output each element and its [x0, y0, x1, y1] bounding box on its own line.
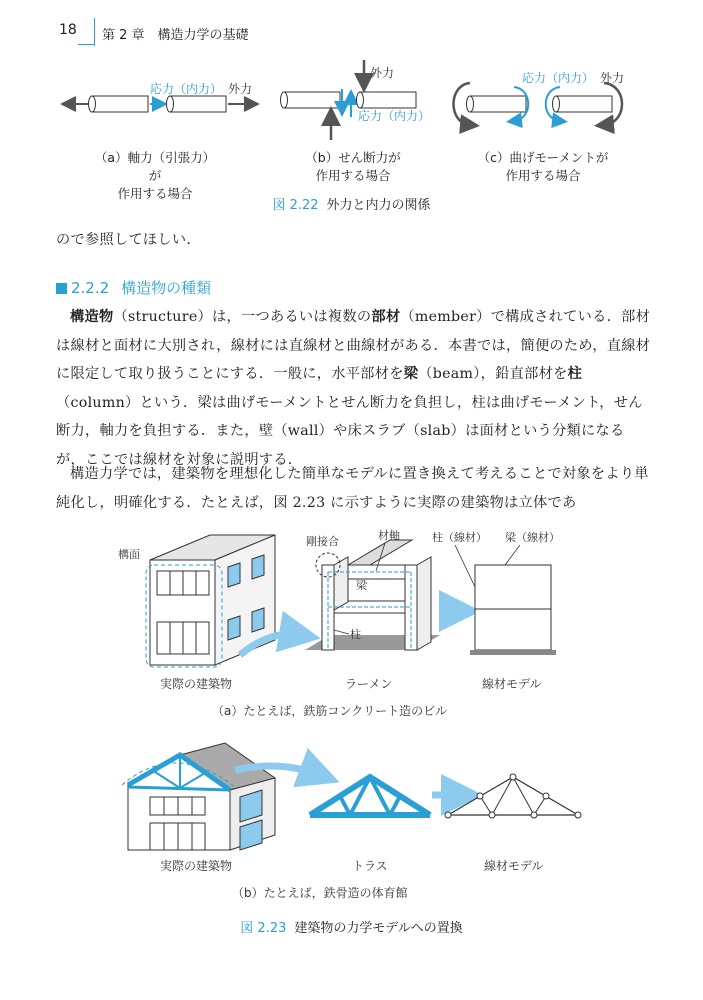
figure-2-22-title: 図 2.22 外力と内力の関係: [272, 198, 431, 213]
figure-2-22: [0, 55, 703, 155]
running-header: [48, 18, 668, 48]
fig-b-internal-label: 応力（内力）: [358, 109, 431, 123]
section-heading: 2.2.2 構造物の種類: [56, 277, 211, 298]
steel-gym: [122, 743, 275, 850]
fig-c-caption: （c）曲げモーメントが 作用する場合: [477, 150, 609, 183]
label-goseki: 剛接合: [306, 535, 339, 548]
truss: [310, 777, 430, 815]
figure-2-23-a: [0, 525, 703, 720]
fig-c-external-label: 外力: [600, 71, 625, 85]
fig-b-caption: （b）せん断力が 作用する場合: [305, 150, 401, 183]
header-rule-horizontal: [78, 44, 95, 45]
fig-a-caption-223: （a）たとえば，鉄筋コンクリート造のビル: [212, 704, 448, 718]
fig-a-axial-force: [68, 81, 252, 112]
fig-b-label-building: 実際の建築物: [160, 859, 233, 873]
fig-b-label-truss: トラス: [352, 859, 388, 873]
label-hari-senzai: 梁（線材）: [505, 531, 560, 544]
label-kobu: 構面: [118, 548, 140, 561]
fig-c-internal-label: 応力（内力）: [522, 71, 595, 85]
fig-a-internal-label: 応力（内力）: [150, 82, 223, 96]
page-number: 18: [59, 22, 77, 38]
fig-a-label-building: 実際の建築物: [160, 677, 233, 691]
figure-2-23-title: 図 2.23 建築物の力学モデルへの置換: [240, 921, 463, 936]
fig-a-caption: （a）軸力（引張力）が 作用する場合: [94, 150, 216, 201]
rahmen-frame: [305, 540, 440, 650]
fig-b-caption-223: （b）たとえば，鉄骨造の体育館: [232, 886, 408, 900]
fig-a-label-rahmen: ラーメン: [345, 677, 393, 691]
header-rule-vertical: [94, 18, 95, 46]
fig-a-external-label: 外力: [228, 82, 253, 96]
label-zaijiku: 材軸: [378, 529, 400, 542]
paragraph-structure: 構造物（structure）は，一つあるいは複数の部材（member）で構成されている．部材は線材と面材に大別され，線材には直線材と曲線材がある．本書では，簡便のため，直線材に限定して取り扱うことにする．一般に，水平部材を梁（beam），鉛直部材を柱（column）という．梁は曲げモーメントとせん断力を負担し，柱は曲げモーメント，せん断力，軸力を負担する．また，壁（wall）や床スラブ（slab）は面材という分類になるが，ここでは線材を対象に説明する．: [56, 309, 651, 468]
fig-b-external-label: 外力: [370, 66, 395, 80]
chapter-title: 第 2 章 構造力学の基礎: [102, 28, 249, 43]
fig-b-label-model: 線材モデル: [484, 859, 544, 873]
label-hashira: 柱: [350, 628, 361, 641]
section-square-icon: [56, 283, 67, 294]
figure-2-23-b: [0, 735, 703, 910]
paragraph-modeling: 構造力学では，建築物を理想化した簡単なモデルに置き換えて考えることで対象をより単純化し，明確化する．たとえば，図 2.23 に示すように実際の建築物は立体であ: [56, 466, 649, 511]
fig-c-bending-moment: [454, 70, 625, 125]
label-hashira-senzai: 柱（線材）: [432, 531, 487, 544]
line-model-rahmen: [470, 565, 556, 655]
label-hari: 梁: [356, 579, 367, 592]
paragraph-continuation: ので参照してほしい．: [56, 232, 201, 248]
fig-a-label-model: 線材モデル: [482, 677, 542, 691]
fig-b-shear-force: [281, 60, 431, 140]
truss-line-model: [445, 774, 581, 818]
